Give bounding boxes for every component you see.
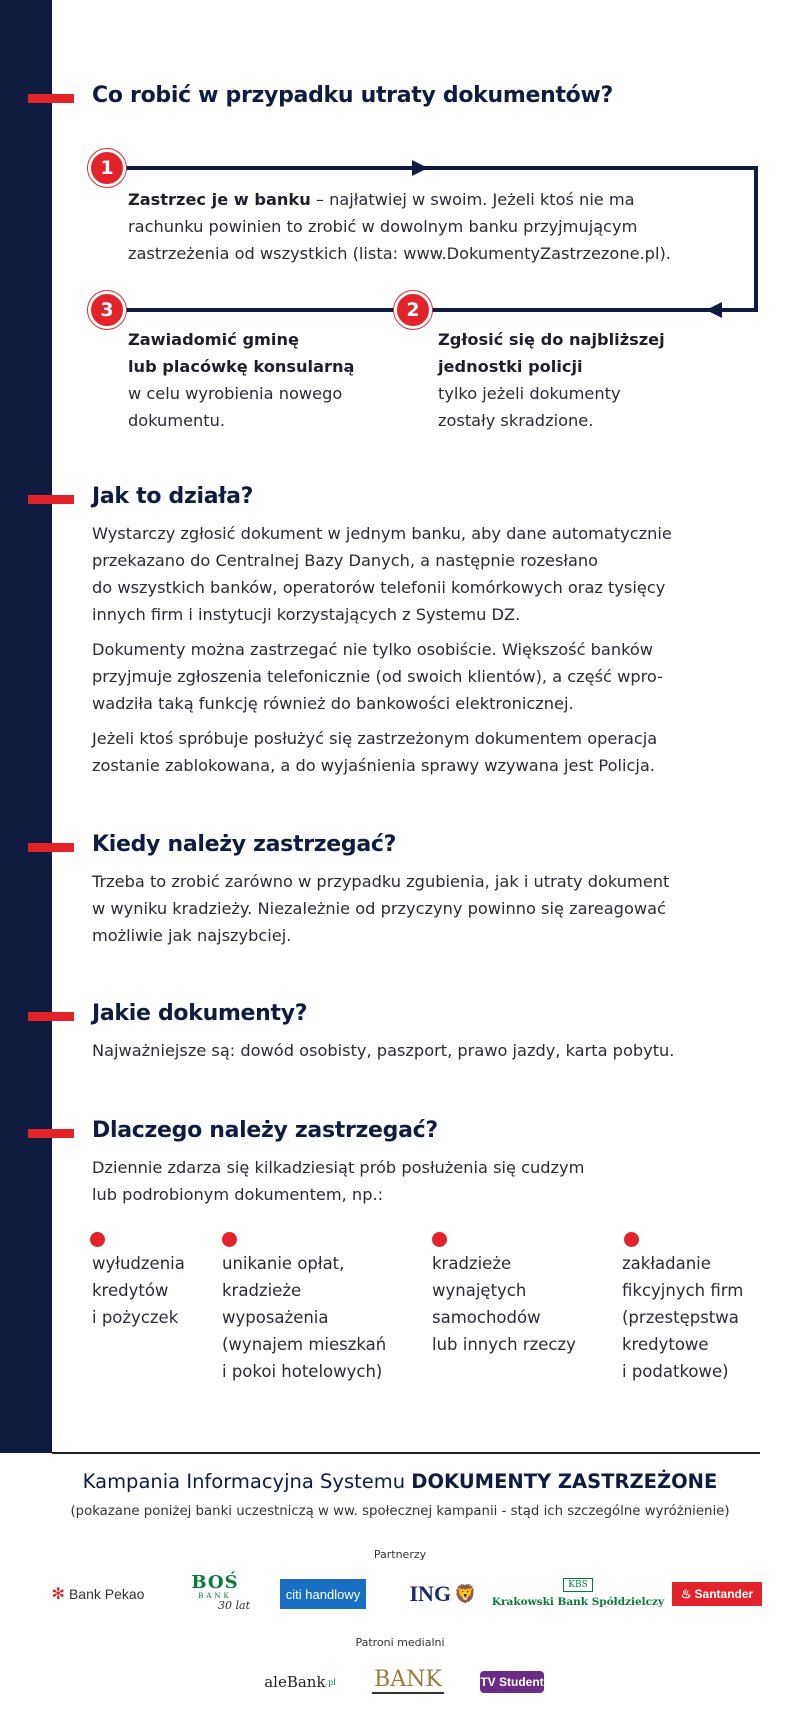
section-marker (28, 94, 74, 103)
alebank-logo: aleBank .pl (264, 1673, 336, 1691)
step-3-text: Zawiadomić gminę lub placówkę konsularną w celu wyrobienia nowego dokumentu. (128, 330, 355, 430)
bank-pekao-logo: ✻ Bank Pekao (51, 1586, 145, 1603)
which-paragraph: Najważniejsze są: dowód osobisty, paszport, prawo jazdy, karta pobytu. (92, 1041, 675, 1060)
flow-line-top (124, 166, 758, 170)
section-marker (28, 495, 74, 504)
section-title-which: Jakie dokumenty? (92, 1001, 308, 1026)
section-marker (28, 1129, 74, 1138)
section-title-how: Jak to działa? (92, 484, 254, 509)
bullet-dot (90, 1232, 105, 1247)
reason-item-4: zakładanie fikcyjnych firm (przestępstwa kredytowe i podatkowe) (622, 1254, 744, 1381)
when-paragraph: Trzeba to zrobić zarówno w przypadku zgubienia, jak i utraty dokument w wyniku kradzieży. Niezależnie od przyczyny powinno się zareagować możliwie jak najszybciej. (92, 872, 670, 945)
campaign-subtitle: (pokazane poniżej banki uczestniczą w ww. społecznej kampanii - stąd ich szczególne wyróżnienie) (70, 1504, 730, 1519)
santander-logo: ♨ Santander (672, 1582, 762, 1606)
section-title-when: Kiedy należy zastrzegać? (92, 832, 397, 857)
partners-label: Partnerzy (373, 1548, 427, 1561)
how-paragraph-1: Wystarczy zgłosić dokument w jednym banku, aby dane automatycznie przekazano do Centralnej Bazy Danych, a następnie rozesłano do wszystkich banków, operatorów telefonii komórkowych oraz tysięcy innych firm i instytucji korzystających z Systemu DZ. (92, 524, 672, 624)
bullet-dot (624, 1232, 639, 1247)
flow-arrow-left (706, 302, 722, 318)
bank-magazine-logo: BANK (372, 1666, 444, 1694)
lion-icon: 🦁 (454, 1583, 477, 1604)
krakowski-bank-logo: KBS Krakowski Bank Spółdzielczy (491, 1580, 665, 1608)
left-sidebar-bar (0, 0, 52, 1453)
section-title-why: Dlaczego należy zastrzegać? (92, 1118, 438, 1143)
ing-logo: ING 🦁 (409, 1581, 477, 1606)
media-patrons-label: Patroni medialni (355, 1636, 445, 1649)
flame-icon: ♨ (680, 1587, 692, 1601)
footer-divider (52, 1452, 760, 1454)
section-marker (28, 1012, 74, 1021)
section-marker (28, 843, 74, 852)
how-paragraph-2: Dokumenty można zastrzegać nie tylko osobiście. Większość banków przyjmuje zgłoszenia telefonicznie (od swoich klientów), a część wpro- wadziła taką funkcję również do bankowości elektronicznej. (92, 640, 663, 713)
step-2-text: Zgłosić się do najbliższej jednostki policji tylko jeżeli dokumenty zostały skradzione. (438, 330, 665, 430)
step-number-1: 1 (88, 149, 126, 187)
bullet-dot (432, 1232, 447, 1247)
step-number-3: 3 (88, 291, 126, 329)
flow-arrow-right (412, 160, 428, 176)
step-number-2: 2 (394, 291, 432, 329)
why-paragraph: Dziennie zdarza się kilkadziesiąt prób posłużenia się cudzym lub podrobionym dokumentem, np.: (92, 1158, 585, 1204)
step-1-text: Zastrzec je w banku – najłatwiej w swoim. Jeżeli ktoś nie ma rachunku powinien to zrobić w dowolnym banku przyjmującym zastrzeżenia od wszystkich (lista: www.DokumentyZastrzezone.pl). (128, 190, 671, 263)
flow-line-bottom (124, 308, 758, 312)
reason-item-2: unikanie opłat, kradzieże wyposażenia (wynajem mieszkań i pokoi hotelowych) (222, 1254, 387, 1381)
reason-item-1: wyłudzenia kredytów i pożyczek (92, 1254, 185, 1327)
reason-item-3: kradzieże wynajętych samochodów lub innych rzeczy (432, 1254, 576, 1354)
campaign-title: Kampania Informacyjna Systemu DOKUMENTY ZASTRZEŻONE (82, 1470, 718, 1493)
section-title-lost: Co robić w przypadku utraty dokumentów? (92, 83, 613, 108)
bos-bank-logo: BOŚ BANK 30 lat (191, 1571, 250, 1612)
bullet-dot (222, 1232, 237, 1247)
how-paragraph-3: Jeżeli ktoś spróbuje posłużyć się zastrzeżonym dokumentem operacja zostanie zablokowana, a do wyjaśnienia sprawy wzywana jest Policja. (92, 729, 658, 775)
citi-handlowy-logo: citi handlowy (280, 1579, 366, 1609)
step-1-bold: Zastrzec je w banku (128, 190, 311, 209)
tv-student-logo: TV Student (480, 1671, 544, 1693)
